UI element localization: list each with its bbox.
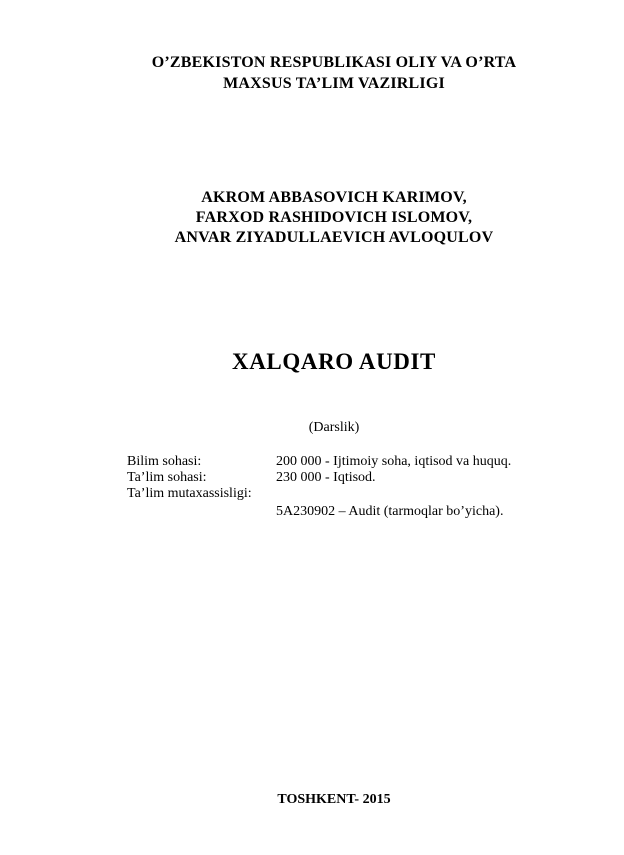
city-year: TOSHKENT- 2015 [277,792,391,807]
knowledge-field-label: Bilim sohasi: [127,454,202,469]
ministry-line-2: MAXSUS TA’LIM VAZIRLIGI [223,75,445,92]
specialty-value: 5A230902 – Audit (tarmoqlar bo’yicha). [276,504,504,519]
book-title: XALQARO AUDIT [232,349,436,374]
ministry-heading [0,52,624,94]
knowledge-field-row [127,454,511,470]
education-field-row [127,470,511,486]
classification-info [127,454,511,520]
authors-block [0,188,624,248]
document-type: (Darslik) [308,420,360,435]
education-field-value: 230 000 - Iqtisod. [276,470,376,485]
specialty-label: Ta’lim mutaxassisligi: [127,486,252,501]
author-3: ANVAR ZIYADULLAEVICH AVLOQULOV [174,229,494,246]
education-field-label: Ta’lim sohasi: [127,470,207,485]
ministry-line-1: O’ZBEKISTON RESPUBLIKASI OLIY VA O’RTA [151,54,517,71]
author-1: AKROM ABBASOVICH KARIMOV, [201,189,467,206]
specialty-row [127,486,511,502]
author-2: FARXOD RASHIDOVICH ISLOMOV, [195,209,473,226]
knowledge-field-value: 200 000 - Ijtimoiy soha, iqtisod va huquq. [276,454,512,469]
